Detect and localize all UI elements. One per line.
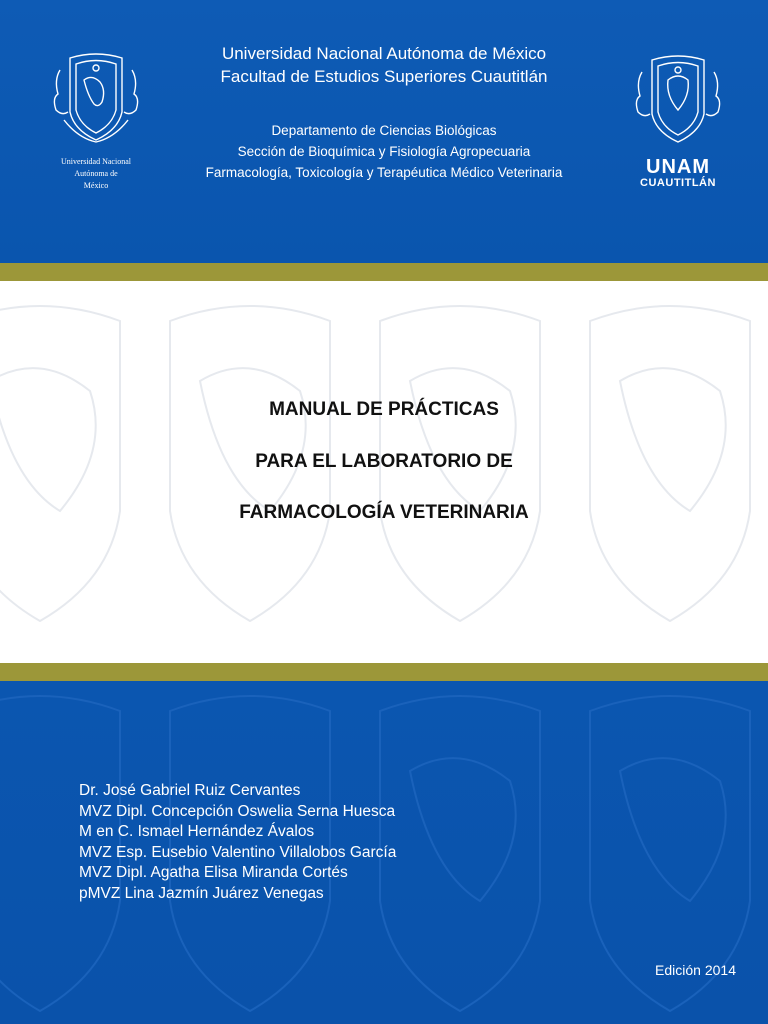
- author-list: [79, 781, 396, 904]
- unam-cuautitlan-logo-icon: [630, 52, 726, 148]
- gold-stripe-top: [0, 263, 768, 281]
- author-5: MVZ Dipl. Agatha Elisa Miranda Cortés: [79, 864, 348, 881]
- seal-caption-3: México: [83, 181, 109, 190]
- author-1: Dr. José Gabriel Ruiz Cervantes: [79, 782, 301, 799]
- author-3: M en C. Ismael Hernández Ávalos: [79, 823, 315, 840]
- unam-subtitle: CUAUTITLÁN: [640, 177, 716, 189]
- right-logo: [630, 52, 726, 190]
- left-seal: [48, 50, 144, 191]
- title-line-1: MANUAL DE PRÁCTICAS: [269, 399, 499, 420]
- edition-label: Edición 2014: [655, 962, 736, 978]
- unam-word: UNAM: [646, 156, 710, 178]
- author-4: MVZ Esp. Eusebio Valentino Villalobos García: [79, 843, 397, 861]
- title-line-2: PARA EL LABORATORIO DE: [255, 451, 513, 472]
- department-block: [150, 120, 618, 183]
- faculty-name: Facultad de Estudios Superiores Cuautitlán: [220, 67, 548, 86]
- author-2: MVZ Dipl. Concepción Oswelia Serna Huesca: [79, 802, 396, 820]
- institution-name: Universidad Nacional Autónoma de México: [221, 44, 547, 63]
- author-6: pMVZ Lina Jazmín Juárez Venegas: [79, 884, 324, 902]
- institution-block: [150, 42, 618, 88]
- seal-caption-1: Universidad Nacional: [61, 157, 131, 166]
- gold-stripe-bottom: [0, 663, 768, 681]
- unam-seal-icon: [48, 50, 144, 150]
- department-name: Departamento de Ciencias Biológicas: [271, 123, 497, 138]
- seal-caption-2: Autónoma de: [74, 169, 118, 178]
- section-name: Sección de Bioquímica y Fisiología Agropecuaria: [237, 144, 531, 159]
- title-line-3: FARMACOLOGÍA VETERINARIA: [239, 502, 529, 523]
- area-name: Farmacología, Toxicología y Terapéutica Médico Veterinaria: [205, 165, 563, 180]
